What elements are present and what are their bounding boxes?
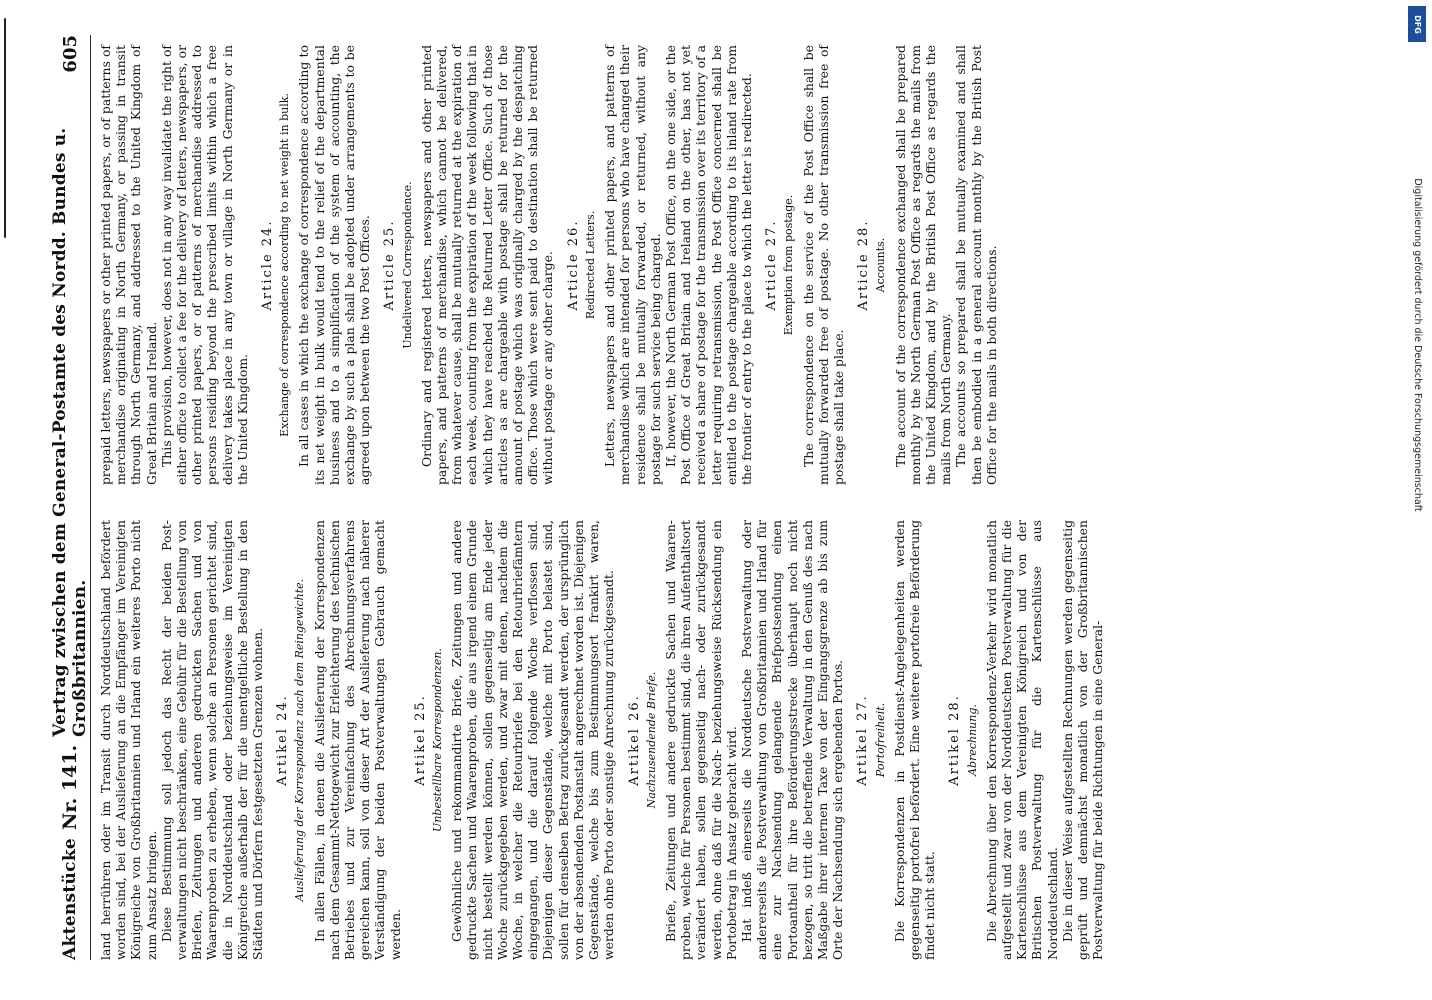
article-subheading: Portofreiheit. [873, 702, 887, 778]
article-heading: Article 28. [856, 219, 872, 311]
article-subheading: Auslieferung der Korrespondenz nach dem Reingewichte. [293, 578, 307, 902]
page-content [50, 35, 1390, 960]
digitization-note-text: Digitalisierung gefördert durch die Deutsche Forschungsgemeinschaft [1412, 178, 1423, 512]
paragraph: Ordinary and registered letters, newspapers and other printed papers, and patterns of merchandise, which cannot be delivered, from whatever cause, shall be mutually returned at the expiration of each week, counting from the expiration of the week following that in which they have reached the Returned Letter Office. Such of those articles as are chargeable with postage shall be returned for the amount of postage which was originally charged by the despatching office. Those which were sent paid to destination shall be returned without postage or any other charge. [418, 45, 556, 485]
paragraph: Letters, newspapers and other printed papers, and patterns of merchandise which are intended for persons who have changed their residence shall be mutually forwarded, or returned, without any postage for such service being charged. [602, 45, 663, 485]
paragraph: If, however, the North German Post Office, on the one side, or the Post Office of Great Britain and Ireland on the other, has not yet received a share of postage for the transmission over its territory of a letter requiring retransmission, the Post Office concerned shall be entitled to the postage chargeable according to its inland rate from the frontier of entry to the place to which the letter is redirected. [662, 45, 754, 485]
paragraph: Hat indeß einerseits die Norddeutsche Postverwaltung oder andererseits die Postverwaltung von Großbritannien und Irland für eine zur Nachsendung gelangende Briefpostsendung einen Portoantheil für ihre Beförderungsstrecke überhaupt noch nicht bezogen, so tritt die betreffende Verwaltung in den Genuß des nach Maßgabe ihrer internen Taxe von der Eingangsgrenze ab bis zum Orte der Nachsendung sich ergebenden Portos. [738, 520, 846, 960]
paragraph: The correspondence on the service of the Post Office shall be mutually forwarded free of postage. No other transmission free of postage shall take place. [800, 45, 846, 485]
paragraph: This provision, however, does not in any way invalidate the right of either office to collect a fee for the delivery of letters, newspapers, or other printed papers, or of patterns of merchandise addressed to persons residing beyond the prescribed limits within which a free delivery takes place in any town or village in North Germany or in the United Kingdom. [158, 45, 250, 485]
article-subheading: Undelivered Correspondence. [400, 181, 414, 349]
header-number: Nr. 141. [59, 744, 81, 830]
article-subheading: Accounts. [874, 237, 888, 293]
article-subheading: Redirected Letters. [583, 210, 597, 320]
german-column [98, 520, 1105, 960]
paragraph: Die Korrespondenzen in Postdienst-Angelegenheiten werden gegenseitig portofrei befördert. Eine weitere portofreie Beförderung findet nicht statt. [891, 520, 938, 960]
header-prefix: Aktenstücke [60, 837, 80, 960]
dfg-logo-text: DFG [1412, 14, 1422, 34]
article-subheading: Nachzusendende Briefe. [644, 671, 658, 809]
paragraph: The accounts so prepared shall be mutually examined and shall then be embodied in a general account monthly by the British Post Office for the mails in both directions. [953, 45, 999, 485]
article-heading: Artikel 25. [412, 694, 428, 786]
paragraph: Briefe, Zeitungen und andere gedruckte Sachen und Waarenproben, welche für Personen bestimmt sind, die ihren Aufenthaltsort verändert haben, sollen gegenseitig nach- oder zurückgesandt werden, ohne daß für die Nach- beziehungsweise Rücksendung ein Portobetrag in Ansatz gebracht wird. [662, 520, 739, 960]
paragraph: Die in dieser Weise aufgestellten Rechnungen werden gegenseitig geprüft und demnächst monatlich von der Großbritannischen Postverwaltung für beide Richtungen in eine General- [1059, 520, 1106, 960]
rotated-page [50, 0, 1390, 1000]
paragraph: In allen Fällen, in denen die Auslieferung der Korrespondenzen nach dem Gesammt-Nettogewicht zur Erleichterung des technischen Betriebes und zur Vereinfachung des Abrechnungsverfahrens gereichen kann, soll von dieser Art der Auslieferung nach näherer Verständigung der beiden Postverwaltungen Gebrauch gemacht werden. [311, 520, 403, 960]
article-heading: Article 27. [764, 219, 780, 311]
scan-edge [0, 0, 10, 1000]
paragraph: prepaid letters, newspapers or other printed papers, or of patterns of merchandise originating in North Germany, or passing in transit through North Germany, and addressed to the United Kingdom of Great Britain and Ireland. [98, 45, 159, 485]
paragraph: The account of the correspondence exchanged shall be prepared monthly by the North German Post Office as regards the mails from the United Kingdom, and by the British Post Office as regards the mails from North Germany. [892, 45, 954, 485]
english-column [98, 45, 999, 485]
article-heading: Artikel 27. [855, 694, 871, 786]
paragraph: Die Abrechnung über den Korrespondenz-Verkehr wird monatlich aufgestellt und zwar von der Norddeutschen Postverwaltung für die Kartenschlüsse aus dem Vereinigten Königreich und von der Britischen Postverwaltung für die Kartenschlüsse aus Norddeutschland. [983, 520, 1060, 960]
paragraph: In all cases in which the exchange of correspondence according to its net weight in bulk would tend to the relief of the departmental business and to a simplification of the system of accounting, the exchange by such a plan shall be adopted under arrangements to be agreed upon between the two Post Offices. [296, 45, 373, 485]
dfg-logo [1408, 6, 1426, 42]
article-subheading: Unbestellbare Korrespondenzen. [431, 648, 445, 832]
article-subheading: Exchange of correspondence according to net weight in bulk. [278, 93, 292, 437]
article-heading: Article 24. [260, 219, 276, 311]
article-heading: Artikel 28. [947, 694, 963, 786]
article-heading: Article 26. [565, 219, 581, 311]
article-subheading: Abrechnung. [965, 704, 979, 776]
article-heading: Artikel 26. [626, 694, 642, 786]
page-header [50, 35, 91, 960]
paragraph: land herrühren oder im Transit durch Norddeutschland befördert worden sind, bei der Auslieferung an die Empfänger im Vereinigten Königreiche von Großbritannien und Irland ein weiteres Porto nicht zum Ansatz bringen. [98, 520, 159, 960]
paragraph: Diese Bestimmung soll jedoch das Recht der beiden Postverwaltungen nicht beschränken, eine Gebühr für die Bestellung von Briefen, Zeitungen und anderen gedruckten Sachen und von Waarenproben zu erheben, wenn solche an Personen gerichtet sind, die in Norddeutschland oder beziehungsweise im Vereinigten Königreiche außerhalb der für die unentgeltliche Bestellung in den Städten und Dörfern festgesetzten Grenzen wohnen. [158, 520, 266, 960]
digitization-note [1410, 50, 1424, 640]
article-subheading: Exemption from postage. [782, 194, 796, 336]
paragraph: Gewöhnliche und rekommandirte Briefe, Zeitungen und andere gedruckte Sachen und Waarenproben, die aus irgend einem Grunde nicht bestellt werden können, sollen gegenseitig am Ende jeder Woche zurückgegeben werden, und zwar mit denen, nachdem die Woche, in welcher die Retourbriefe bei den Retourbriefämtern eingegangen, und die darauf folgende Woche verflossen sind. Diejenigen dieser Gegenstände, welche mit Porto belastet sind, sollen für denselben Betrag zurückgesandt werden, der ursprünglich von der absendenden Postanstalt angerechnet worden ist. Diejenigen Gegenstände, welche bis zum Bestimmungsort frankirt waren, werden ohne Porto oder sonstige Anrechnung zurückgesandt. [449, 520, 617, 960]
page-number: 605 [59, 35, 81, 73]
header-title: Vertrag zwischen dem General-Postamte des Nordd. Bundes u. Großbritannien. [50, 127, 90, 737]
article-heading: Artikel 24. [275, 694, 291, 786]
article-heading: Article 25. [382, 219, 398, 311]
